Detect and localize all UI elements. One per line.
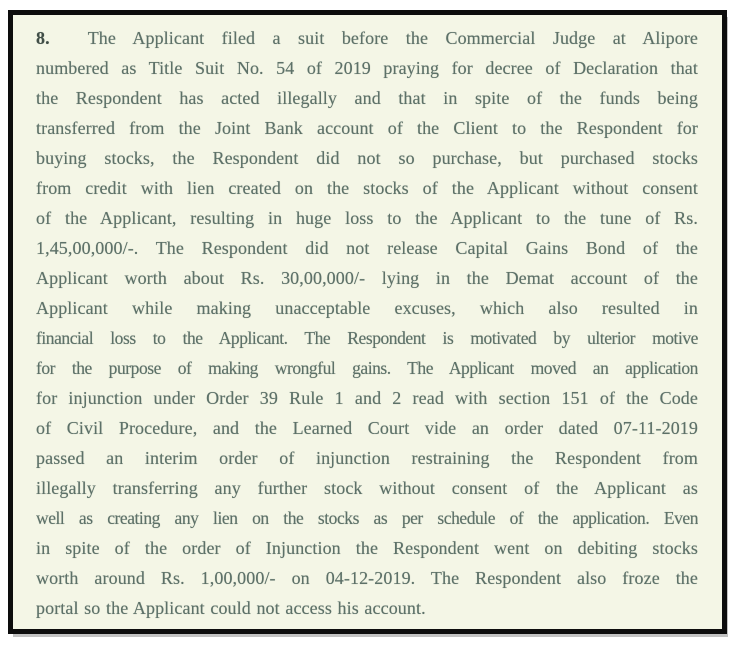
document-paper <box>8 10 727 634</box>
text-line: illegally transferring any further stock without consent of the Applicant as <box>36 478 698 498</box>
text-line: the Respondent has acted illegally and that in spite of the funds being <box>36 88 698 108</box>
text-line: buying stocks, the Respondent did not so purchase, but purchased stocks <box>36 148 698 168</box>
text-line: of the Applicant, resulting in huge loss to the Applicant to the tune of Rs. <box>36 208 698 228</box>
line-text: The Applicant filed a suit before the Commercial Judge at Alipore <box>87 28 698 48</box>
text-line: passed an interim order of injunction restraining the Respondent from <box>36 448 698 468</box>
text-line: 1,45,00,000/-. The Respondent did not release Capital Gains Bond of the <box>36 238 698 258</box>
text-line: worth around Rs. 1,00,000/- on 04-12-2019. The Respondent also froze the <box>36 568 698 588</box>
text-line: financial loss to the Applicant. The Respondent is motivated by ulterior motive <box>36 328 698 348</box>
text-line: Applicant worth about Rs. 30,00,000/- lying in the Demat account of the <box>36 268 698 288</box>
text-line: transferred from the Joint Bank account of the Client to the Respondent for <box>36 118 698 138</box>
text-line: of Civil Procedure, and the Learned Court vide an order dated 07-11-2019 <box>36 418 698 438</box>
text-line: portal so the Applicant could not access his account. <box>36 598 426 618</box>
text-line: Applicant while making unacceptable excuses, which also resulted in <box>36 298 698 318</box>
text-line <box>36 23 698 53</box>
text-line: well as creating any lien on the stocks as per schedule of the application. Even <box>36 508 698 528</box>
indent-spacer <box>50 43 88 44</box>
text-line: numbered as Title Suit No. 54 of 2019 praying for decree of Declaration that <box>36 58 698 78</box>
paragraph-number: 8. <box>36 28 50 48</box>
text-line: for injunction under Order 39 Rule 1 and 2 read with section 151 of the Code <box>36 388 698 408</box>
text-line: from credit with lien created on the stocks of the Applicant without consent <box>36 178 698 198</box>
text-line: for the purpose of making wrongful gains. The Applicant moved an application <box>36 358 698 378</box>
text-line: in spite of the order of Injunction the Respondent went on debiting stocks <box>36 538 698 558</box>
